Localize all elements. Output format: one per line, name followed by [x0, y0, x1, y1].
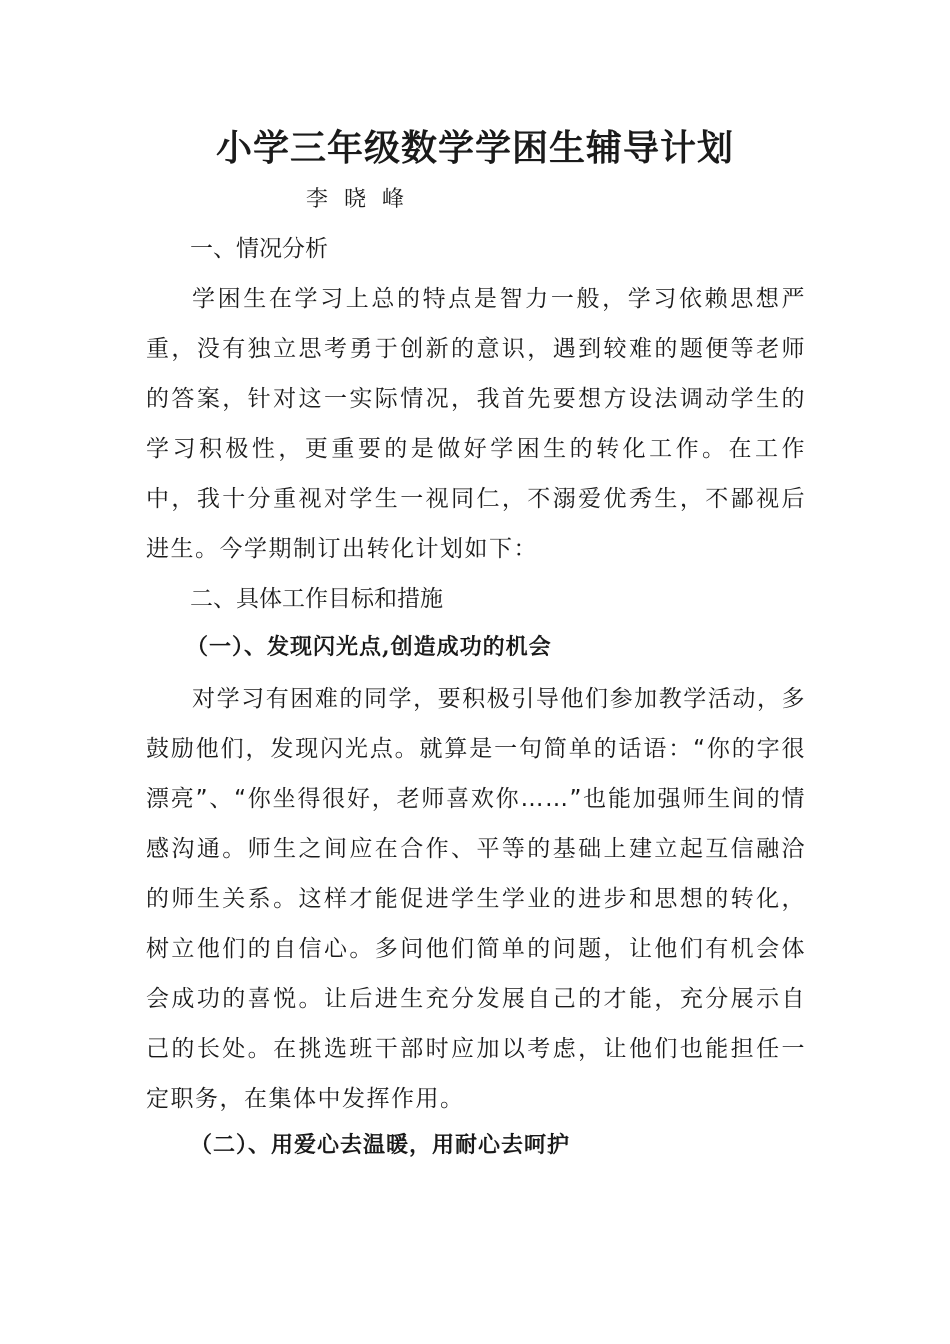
subsection-heading-shine-points: （一）、发现闪光点,创造成功的机会: [186, 634, 552, 660]
section-heading-goals-measures: 二、具体工作目标和措施: [190, 586, 443, 612]
section-heading-situation-analysis: 一、情况分析: [190, 236, 328, 262]
document-title: 小学三年级数学学困生辅导计划: [215, 127, 734, 169]
paragraph-shine-points: 对学习有困难的同学，要积极引导他们参加教学活动，多鼓励他们，发现闪光点。就算是一句简单的话语：“你的字很漂亮”、“你坐得很好，老师喜欢你……”也能加强师生间的情感沟通。师生之间应在合作、平等的基础上建立起互信融洽的师生关系。这样才能促进学生学业的进步和思想的转化，树立他们的自信心。多问他们简单的问题，让他们有机会体会成功的喜悦。让后进生充分发展自己的才能，充分展示自己的长处。在挑选班干部时应加以考虑，让他们也能担任一定职务，在集体中发挥作用。: [146, 686, 806, 1112]
author-name: 李晓峰: [306, 187, 421, 212]
paragraph-situation-analysis: 学困生在学习上总的特点是智力一般，学习依赖思想严重，没有独立思考勇于创新的意识，遇到较难的题便等老师的答案，针对这一实际情况，我首先要想方设法调动学生的学习积极性，更重要的是做好学困生的转化工作。在工作中，我十分重视对学生一视同仁，不溺爱优秀生，不鄙视后进生。今学期制订出转化计划如下：: [146, 286, 806, 562]
subsection-heading-love-patience: （二）、用爱心去温暖，用耐心去呵护: [190, 1132, 571, 1158]
